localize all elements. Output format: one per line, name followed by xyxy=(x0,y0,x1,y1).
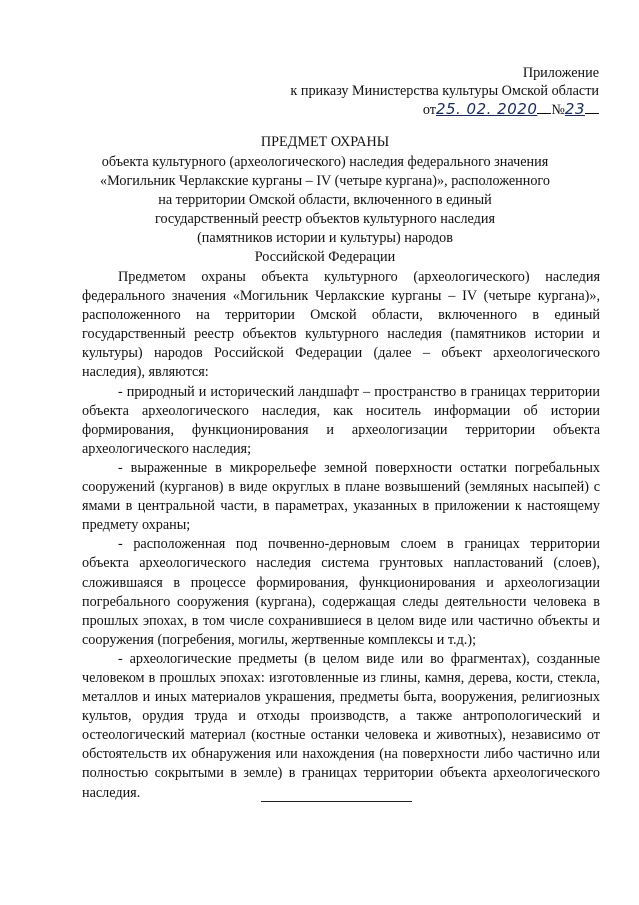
body-item-artifacts: - археологические предметы (в целом виде или во фрагментах), созданные человеком в прошлых эпохах: изготовленные из глины, камня, дерева, кости, стекла, металлов и иных материалов украшения, предметы быта, вооружения, религиозных культов, орудия труда и отходы производств, а также антропологический и остеологический материал (костные останки человека и животных), независимо от обстоятельств их обнаружения или нахождения (на поверхности либо частично или полностью сокрытыми в земле) в границах территории объекта археологического наследия. xyxy=(82,650,600,801)
number-underline xyxy=(585,101,599,114)
appendix-label: Приложение xyxy=(522,65,599,81)
document-title-block xyxy=(90,133,560,267)
closing-divider xyxy=(261,801,412,802)
handwritten-date: 25. 02. 2020 xyxy=(435,100,538,118)
title-line: (памятников истории и культуры) народов xyxy=(197,230,453,246)
title-line: «Могильник Черлакские курганы – IV (четыре кургана)», расположенного xyxy=(100,173,550,189)
appendix-order-reference: к приказу Министерства культуры Омской области xyxy=(290,83,599,99)
document-heading: ПРЕДМЕТ ОХРАНЫ xyxy=(260,134,390,150)
appendix-date-line xyxy=(290,100,599,119)
title-line: на территории Омской области, включенного в единый xyxy=(158,192,492,208)
body-item-landscape: - природный и исторический ландшафт – пространство в границах территории объекта археологического наследия, как носитель информации об истории формирования, функционирования и археологизации территории объекта археологического наследия; xyxy=(82,383,600,457)
title-line: объекта культурного (археологического) наследия федерального значения xyxy=(101,154,549,170)
number-prefix: № xyxy=(551,102,565,118)
document-body xyxy=(82,268,600,803)
body-paragraph-intro: Предметом охраны объекта культурного (археологического) наследия федерального значения «Могильник Черлакские курганы – IV (четыре кургана)», расположенного на территории Омской области, включенного в единый государственный реестр объектов культурного наследия (памятников истории и культуры) народов Российской Федерации (далее – объект археологического наследия), являются: xyxy=(82,269,600,381)
handwritten-number: 23 xyxy=(564,100,585,118)
appendix-header xyxy=(290,64,599,119)
title-line: Российской Федерации xyxy=(254,249,396,265)
date-prefix: от xyxy=(422,102,436,118)
date-underline xyxy=(537,101,551,114)
title-line: государственный реестр объектов культурного наследия xyxy=(155,211,495,227)
body-item-soil-layers: - расположенная под почвенно-дерновым слоем в границах территории объекта археологического наследия система грунтовых напластований (слоев), сложившаяся в процессе формирования, функционирования и археологизации погребального сооружения (кургана), содержащая следы деятельности человека в прошлых эпохах, в том числе сохранившиеся в целом виде или частично объекты и сооружения (погребения, могилы, жертвенные комплексы и т.д.); xyxy=(82,536,600,648)
body-item-burial-mounds: - выраженные в микрорельефе земной поверхности остатки погребальных сооружений (курганов) в виде округлых в плане возвышений (земляных насыпей) с ямами в центральной части, в параметрах, указанных в приложении к настоящему предмету охраны; xyxy=(82,459,600,534)
